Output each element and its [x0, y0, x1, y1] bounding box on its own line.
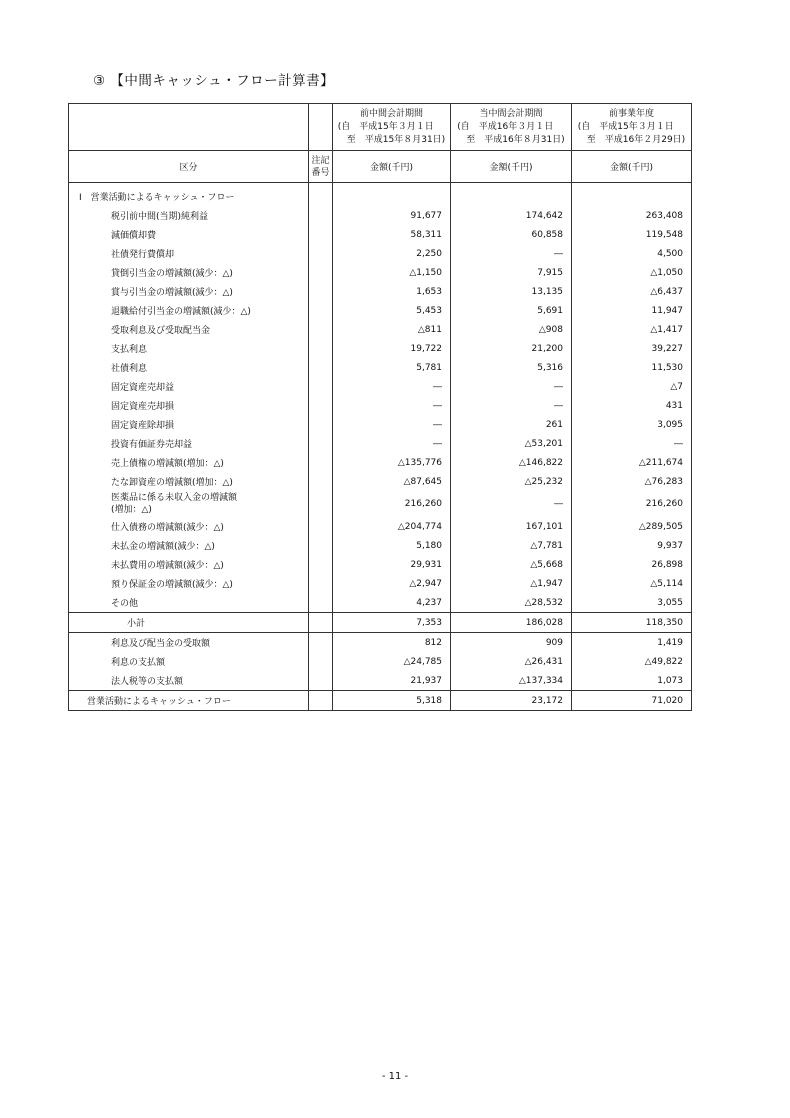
value-prev-interim: 7,353 [333, 613, 451, 633]
value-current-interim: 13,135 [451, 282, 572, 301]
row-label: その他 [69, 593, 309, 613]
table-row [69, 377, 692, 396]
subtotal-label: 小計 [69, 613, 309, 633]
table-row [69, 358, 692, 377]
value-current-interim: △26,431 [451, 652, 572, 671]
value-current-interim: △1,947 [451, 574, 572, 593]
value-prev-fiscal: 431 [572, 396, 692, 415]
value-current-interim: 5,691 [451, 301, 572, 320]
note-number-header: 注記 番号 [309, 151, 333, 183]
value-prev-interim: 5,781 [333, 358, 451, 377]
period-header-prev-fiscal-year: 前事業年度 (自 平成15年３月１日 至 平成16年２月29日) [572, 104, 692, 151]
value-prev-interim: 216,260 [333, 491, 451, 517]
value-prev-interim: ― [333, 415, 451, 434]
period-header-row [69, 104, 692, 151]
value-prev-fiscal: △211,674 [572, 453, 692, 472]
value-current-interim: ― [451, 396, 572, 415]
value-prev-interim: △24,785 [333, 652, 451, 671]
value-prev-fiscal: △5,114 [572, 574, 692, 593]
row-label: たな卸資産の増減額(増加：△) [69, 472, 309, 491]
row-label: 賞与引当金の増減額(減少：△) [69, 282, 309, 301]
row-label: 支払利息 [69, 339, 309, 358]
value-current-interim: △25,232 [451, 472, 572, 491]
value-prev-interim: 91,677 [333, 206, 451, 225]
value-prev-interim: 21,937 [333, 671, 451, 691]
statement-title: ③ 【中間キャッシュ・フロー計算書】 [93, 73, 335, 89]
section-header-row [69, 183, 692, 207]
section-label: Ⅰ 営業活動によるキャッシュ・フロー [69, 183, 309, 207]
value-prev-fiscal: △7 [572, 377, 692, 396]
value-prev-interim: 4,237 [333, 593, 451, 613]
value-prev-interim: ― [333, 396, 451, 415]
value-prev-interim: ― [333, 434, 451, 453]
value-prev-interim: 1,653 [333, 282, 451, 301]
period-header-current-interim: 当中間会計期間 (自 平成16年３月１日 至 平成16年８月31日) [451, 104, 572, 151]
amount-header-3: 金額(千円) [572, 151, 692, 183]
row-label: 投資有価証券売却益 [69, 434, 309, 453]
value-prev-fiscal: △1,417 [572, 320, 692, 339]
row-label: 固定資産売却益 [69, 377, 309, 396]
value-prev-fiscal: 26,898 [572, 555, 692, 574]
table-row [69, 301, 692, 320]
value-prev-interim: 5,318 [333, 691, 451, 711]
value-current-interim: △53,201 [451, 434, 572, 453]
table-row [69, 453, 692, 472]
value-prev-fiscal: 3,055 [572, 593, 692, 613]
value-current-interim: △28,532 [451, 593, 572, 613]
value-current-interim: 167,101 [451, 517, 572, 536]
value-prev-fiscal: ― [572, 434, 692, 453]
table-row [69, 574, 692, 593]
value-current-interim: 909 [451, 633, 572, 653]
row-label: 未払金の増減額(減少：△) [69, 536, 309, 555]
value-prev-fiscal: 1,419 [572, 633, 692, 653]
value-prev-fiscal: 4,500 [572, 244, 692, 263]
value-prev-fiscal: 216,260 [572, 491, 692, 517]
table-row [69, 244, 692, 263]
row-label: 固定資産除却損 [69, 415, 309, 434]
value-prev-fiscal: △76,283 [572, 472, 692, 491]
value-prev-fiscal: 9,937 [572, 536, 692, 555]
value-prev-fiscal: 119,548 [572, 225, 692, 244]
table-row [69, 206, 692, 225]
table-row [69, 434, 692, 453]
value-prev-interim: △2,947 [333, 574, 451, 593]
value-prev-interim: 19,722 [333, 339, 451, 358]
value-prev-interim: 29,931 [333, 555, 451, 574]
table-row [69, 263, 692, 282]
value-prev-interim: 2,250 [333, 244, 451, 263]
row-label: 減価償却費 [69, 225, 309, 244]
value-current-interim: 7,915 [451, 263, 572, 282]
table-row [69, 472, 692, 491]
value-prev-interim: 5,180 [333, 536, 451, 555]
value-prev-fiscal: △1,050 [572, 263, 692, 282]
table-row [69, 671, 692, 691]
value-prev-interim: 58,311 [333, 225, 451, 244]
value-current-interim: 261 [451, 415, 572, 434]
value-current-interim: 60,858 [451, 225, 572, 244]
value-prev-interim: 812 [333, 633, 451, 653]
value-current-interim: △5,668 [451, 555, 572, 574]
value-current-interim: 174,642 [451, 206, 572, 225]
category-header: 区分 [69, 151, 309, 183]
value-prev-fiscal: 11,947 [572, 301, 692, 320]
value-current-interim: △7,781 [451, 536, 572, 555]
value-prev-fiscal: 1,073 [572, 671, 692, 691]
value-current-interim: ― [451, 377, 572, 396]
total-row [69, 691, 692, 711]
value-prev-interim: ― [333, 377, 451, 396]
value-prev-fiscal: 263,408 [572, 206, 692, 225]
value-current-interim: ― [451, 244, 572, 263]
table-row [69, 396, 692, 415]
row-label: 未払費用の増減額(減少：△) [69, 555, 309, 574]
subtotal-row [69, 613, 692, 633]
value-current-interim: 23,172 [451, 691, 572, 711]
row-label: 固定資産売却損 [69, 396, 309, 415]
table-row [69, 320, 692, 339]
column-header-row [69, 151, 692, 183]
total-label: 営業活動によるキャッシュ・フロー [69, 691, 309, 711]
row-label: 利息及び配当金の受取額 [69, 633, 309, 653]
table-row [69, 652, 692, 671]
period-header-prev-interim: 前中間会計期間 (自 平成15年３月１日 至 平成15年８月31日) [333, 104, 451, 151]
value-current-interim: △146,822 [451, 453, 572, 472]
row-label: 社債発行費償却 [69, 244, 309, 263]
value-current-interim: ― [451, 491, 572, 517]
value-prev-fiscal: 71,020 [572, 691, 692, 711]
row-label: 仕入債務の増減額(減少：△) [69, 517, 309, 536]
table-row [69, 415, 692, 434]
table-row [69, 282, 692, 301]
row-label: 貸倒引当金の増減額(減少：△) [69, 263, 309, 282]
row-label: 社債利息 [69, 358, 309, 377]
row-label: 売上債権の増減額(増加：△) [69, 453, 309, 472]
blank-note-header-cell [309, 104, 333, 151]
table-row [69, 339, 692, 358]
value-prev-interim: △204,774 [333, 517, 451, 536]
value-current-interim: 5,316 [451, 358, 572, 377]
value-current-interim: △137,334 [451, 671, 572, 691]
blank-header-cell [69, 104, 309, 151]
value-prev-fiscal: 39,227 [572, 339, 692, 358]
value-prev-fiscal: 3,095 [572, 415, 692, 434]
value-prev-fiscal: △49,822 [572, 652, 692, 671]
row-label: 法人税等の支払額 [69, 671, 309, 691]
row-label: 受取利息及び受取配当金 [69, 320, 309, 339]
table-row [69, 536, 692, 555]
value-prev-interim: △135,776 [333, 453, 451, 472]
value-prev-fiscal: △6,437 [572, 282, 692, 301]
row-label: 税引前中間(当期)純利益 [69, 206, 309, 225]
cash-flow-statement-table [68, 103, 692, 711]
row-label: 医薬品に係る未収入金の増減額 (増加：△) [69, 491, 309, 517]
value-prev-interim: △811 [333, 320, 451, 339]
page-number: - 11 - [381, 1071, 409, 1082]
value-current-interim: 186,028 [451, 613, 572, 633]
value-prev-fiscal: △289,505 [572, 517, 692, 536]
value-prev-fiscal: 118,350 [572, 613, 692, 633]
value-current-interim: △908 [451, 320, 572, 339]
table-row [69, 225, 692, 244]
table-row [69, 593, 692, 613]
value-prev-interim: △87,645 [333, 472, 451, 491]
amount-header-2: 金額(千円) [451, 151, 572, 183]
value-current-interim: 21,200 [451, 339, 572, 358]
row-label: 退職給付引当金の増減額(減少：△) [69, 301, 309, 320]
table-row [69, 555, 692, 574]
row-label: 預り保証金の増減額(減少：△) [69, 574, 309, 593]
value-prev-interim: 5,453 [333, 301, 451, 320]
value-prev-fiscal: 11,530 [572, 358, 692, 377]
table-row [69, 491, 692, 517]
table-row [69, 517, 692, 536]
table-row [69, 633, 692, 653]
row-label: 利息の支払額 [69, 652, 309, 671]
value-prev-interim: △1,150 [333, 263, 451, 282]
amount-header-1: 金額(千円) [333, 151, 451, 183]
